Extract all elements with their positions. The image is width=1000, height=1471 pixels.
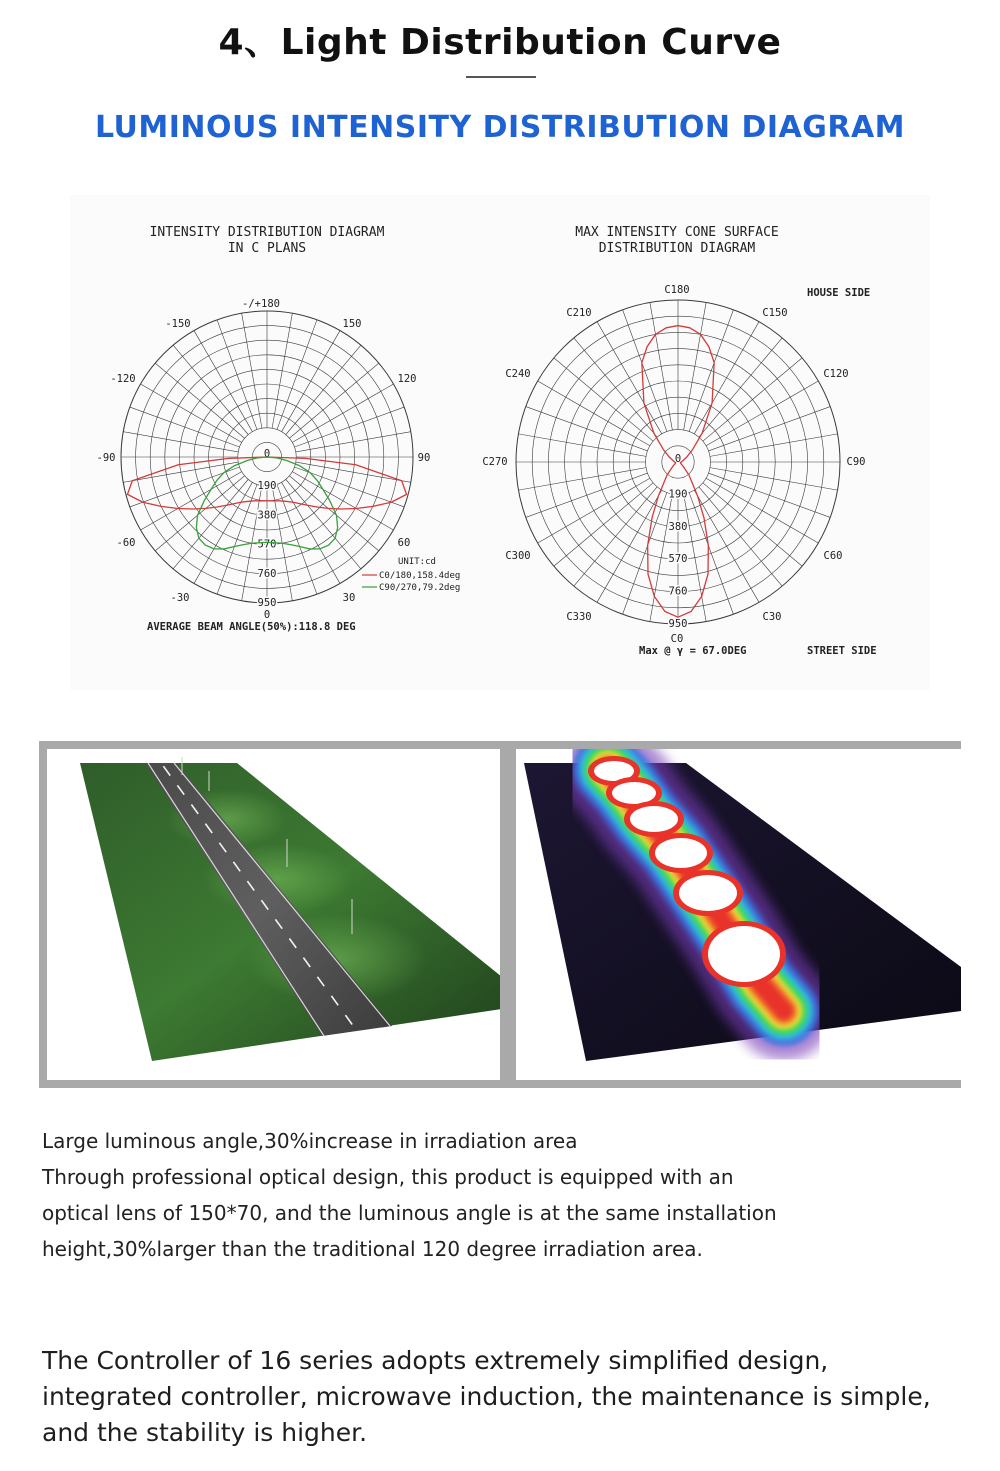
c-planes-title-2: IN C PLANS [227, 241, 307, 256]
grid-spoke [141, 472, 242, 530]
grid-spoke [296, 432, 411, 452]
road-render [47, 749, 500, 1080]
grid-spoke [277, 320, 317, 430]
c-plane-label: C210 [566, 307, 592, 319]
grid-spoke [526, 407, 648, 451]
cone-title-1: MAX INTENSITY CONE SURFACE [575, 225, 779, 240]
grid-spoke [217, 320, 257, 430]
c-plane-label: C180 [664, 284, 690, 296]
heat-hotspot [630, 806, 678, 832]
radial-tick-label: 760 [668, 585, 688, 598]
grid-spoke [242, 313, 262, 428]
c-plane-label: C90 [846, 456, 866, 468]
grid-spoke [173, 345, 248, 434]
radial-tick-label: 380 [668, 520, 688, 533]
angle-label: 30 [342, 592, 356, 604]
heat-hotspot [655, 838, 707, 868]
grid-spoke [289, 363, 378, 438]
paragraph-line: and the stability is higher. [42, 1418, 368, 1447]
illuminance-heatmap [516, 749, 969, 1080]
grid-spoke [703, 358, 802, 441]
angle-label: 90 [417, 452, 431, 464]
c-plane-label: C120 [823, 368, 849, 380]
c-plane-label: C330 [566, 611, 592, 623]
street-side-label: STREET SIDE [807, 645, 877, 657]
angle-label: 120 [397, 373, 417, 385]
grid-spoke [294, 407, 404, 447]
legend-c0-label: C0/180,158.4deg [379, 571, 461, 581]
angle-label: -90 [96, 452, 116, 464]
grid-spoke [703, 483, 802, 566]
angle-label: -150 [165, 318, 191, 330]
unit-label: UNIT:cd [398, 557, 436, 567]
grid-spoke [699, 487, 782, 586]
grid-spoke [292, 384, 393, 442]
grid-spoke [706, 381, 818, 446]
grid-spoke [282, 331, 340, 432]
grid-spoke [538, 478, 650, 543]
beam-angle-footer: AVERAGE BEAM ANGLE(50%):118.8 DEG [147, 621, 356, 633]
grid-spoke [272, 313, 292, 428]
angle-label: 60 [397, 537, 411, 549]
angle-label: -30 [170, 592, 190, 604]
diagrams-svg [70, 195, 930, 690]
heat-hotspot [708, 926, 780, 982]
angle-label: -60 [116, 537, 136, 549]
grid-spoke [538, 381, 650, 446]
road-render-panel [47, 749, 500, 1080]
controller-paragraph [42, 1343, 972, 1451]
radial-tick-label: 0 [263, 448, 271, 460]
luminous-angle-paragraph [42, 1123, 942, 1267]
paragraph-line: height,30%larger than the traditional 120 degree irradiation area. [42, 1237, 703, 1261]
grid-spoke [130, 407, 240, 447]
heat-hotspot [679, 875, 737, 911]
road-simulation-frame [39, 741, 961, 1088]
legend-c90-label: C90/270,79.2deg [379, 583, 461, 593]
grid-spoke [173, 479, 248, 568]
grid-spoke [286, 345, 361, 434]
paragraph-line: The Controller of 16 series adopts extremely simplified design, [42, 1346, 829, 1375]
paragraph-line: Through professional optical design, this product is equipped with an [42, 1165, 734, 1189]
radial-tick-label: 950 [668, 618, 688, 630]
grid-spoke [123, 432, 238, 452]
grid-spoke [684, 302, 707, 430]
grid-spoke [708, 473, 830, 517]
grid-spoke [518, 434, 646, 457]
radial-tick-label: 570 [257, 538, 277, 551]
grid-spoke [554, 483, 653, 566]
angle-label: -120 [110, 373, 136, 385]
c-plane-label: C30 [762, 611, 782, 623]
paragraph-line: optical lens of 150*70, and the luminous angle is at the same installation [42, 1201, 777, 1225]
grid-spoke [296, 462, 411, 482]
section-title: 4、Light Distribution Curve [218, 22, 782, 63]
grid-spoke [194, 482, 252, 583]
radial-tick-label: 190 [668, 488, 688, 501]
radial-tick-label: 0 [674, 453, 682, 465]
c-plane-label: C300 [505, 550, 531, 562]
c-plane-label: C240 [505, 368, 531, 380]
grid-spoke [706, 478, 818, 543]
grid-spoke [194, 331, 252, 432]
c-planes-title-1: INTENSITY DISTRIBUTION DIAGRAM [149, 225, 385, 240]
house-side-label: HOUSE SIDE [807, 287, 871, 299]
cone-title-2: DISTRIBUTION DIAGRAM [598, 241, 756, 256]
grid-spoke [123, 462, 238, 482]
grid-spoke [574, 487, 657, 586]
c-planes-diagram [97, 225, 461, 633]
grid-spoke [597, 490, 662, 602]
c-plane-label: C150 [762, 307, 788, 319]
illuminance-heatmap-panel [516, 749, 969, 1080]
grid-spoke [689, 492, 733, 614]
grid-spoke [623, 310, 667, 432]
grid-spoke [710, 468, 838, 491]
grid-spoke [518, 468, 646, 491]
grid-spoke [286, 479, 361, 568]
radial-tick-label: 380 [257, 509, 277, 522]
grid-spoke [710, 434, 838, 457]
angle-label: 0 [263, 609, 271, 621]
grid-spoke [650, 302, 673, 430]
grid-spoke [708, 407, 830, 451]
max-gamma-label: Max @ γ = 67.0DEG [639, 645, 747, 657]
paragraph-line: integrated controller, microwave induction, the maintenance is simple, [42, 1382, 931, 1411]
grid-spoke [526, 473, 648, 517]
c-plane-label: C60 [823, 550, 843, 562]
angle-label: 150 [342, 318, 362, 330]
angle-label: -/+180 [242, 298, 280, 310]
c-plane-label: C0 [670, 633, 684, 645]
grid-spoke [282, 482, 340, 583]
radial-tick-label: 760 [257, 567, 277, 580]
paragraph-line: Large luminous angle,30%increase in irradiation area [42, 1129, 578, 1153]
grid-spoke [141, 384, 242, 442]
grid-spoke [292, 472, 393, 530]
c-plane-label: C270 [482, 456, 508, 468]
cone-surface-diagram [482, 225, 876, 657]
diagram-heading: LUMINOUS INTENSITY DISTRIBUTION DIAGRAM [94, 110, 906, 145]
grid-spoke [155, 363, 244, 438]
distribution-diagrams [70, 195, 930, 690]
title-divider [466, 76, 536, 78]
grid-spoke [554, 358, 653, 441]
grid-spoke [689, 310, 733, 432]
heat-hotspot [612, 782, 656, 804]
radial-tick-label: 190 [257, 480, 277, 493]
grid-spoke [694, 490, 759, 602]
radial-tick-label: 570 [668, 553, 688, 566]
grid-spoke [623, 492, 667, 614]
radial-tick-label: 950 [257, 597, 277, 609]
